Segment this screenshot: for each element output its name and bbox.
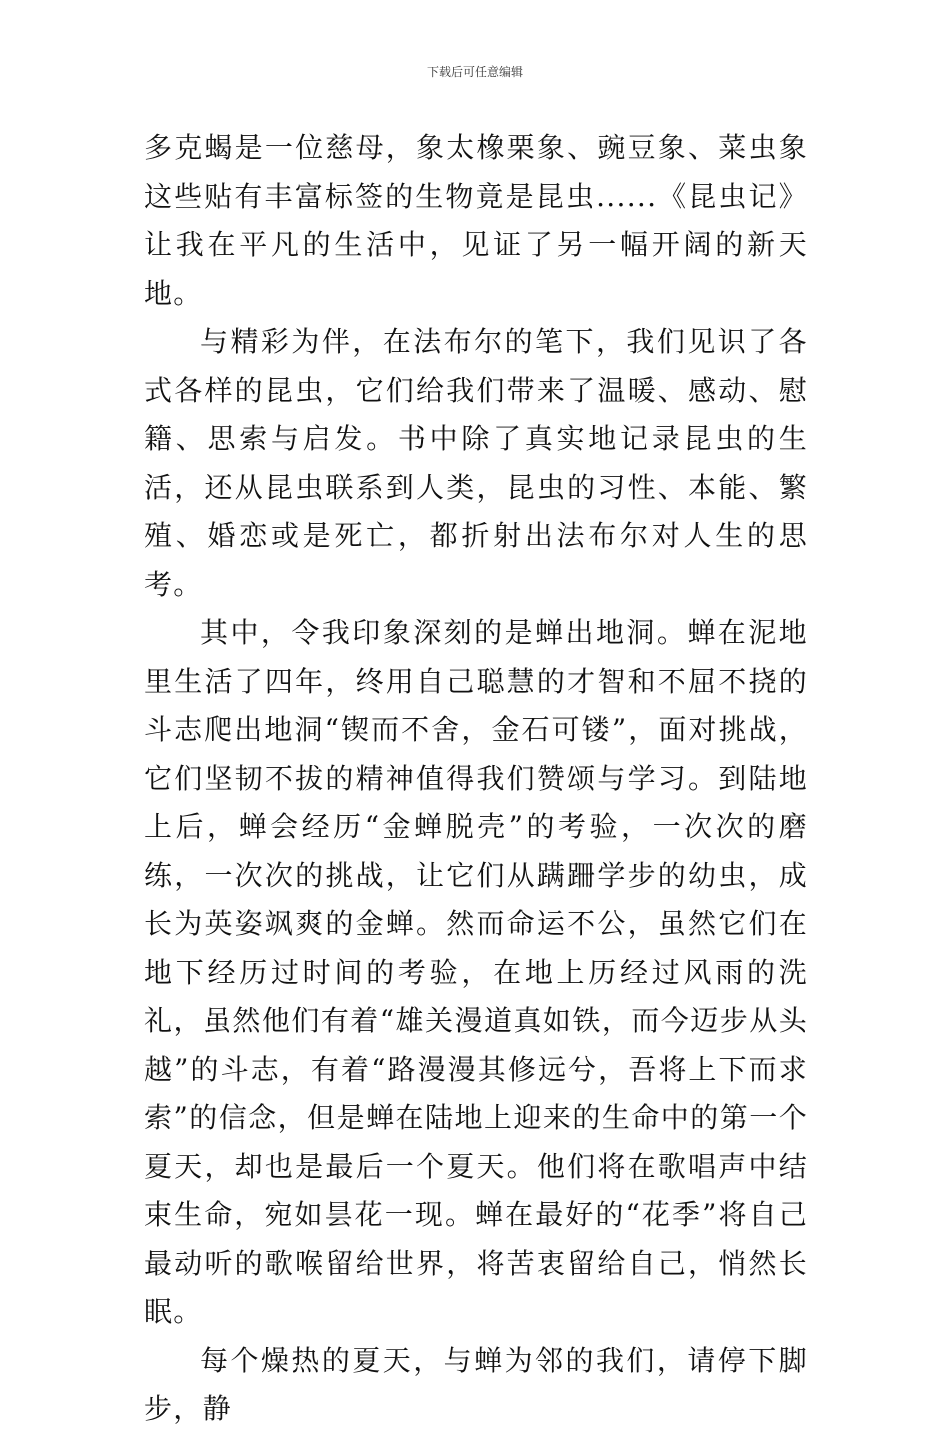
paragraph-3: 其中，令我印象深刻的是蝉出地洞。蝉在泥地里生活了四年，终用自己聪慧的才智和不屈不挠的斗志爬出地洞“锲而不舍，金石可镂”，面对挑战，它们坚韧不拔的精神值得我们赞颂与学习。到陆地上后，蝉会经历“金蝉脱壳”的考验，一次次的磨练，一次次的挑战，让它们从蹒跚学步的幼虫，成长为英姿飒爽的金蝉。然而命运不公，虽然它们在地下经历过时间的考验，在地上历经过风雨的洗礼，虽然他们有着“雄关漫道真如铁，而今迈步从头越”的斗志，有着“路漫漫其修远兮，吾将上下而求索”的信念，但是蝉在陆地上迎来的生命中的第一个夏天，却也是最后一个夏天。他们将在歌唱声中结束生命，宛如昙花一现。蝉在最好的“花季”将自己最动听的歌喉留给世界，将苦衷留给自己，悄然长眠。: [144, 616, 808, 1328]
body-text: [144, 124, 808, 1434]
paragraph-2: 与精彩为伴，在法布尔的笔下，我们见识了各式各样的昆虫，它们给我们带来了温暖、感动、慰籍、思索与启发。书中除了真实地记录昆虫的生活，还从昆虫联系到人类，昆虫的习性、本能、繁殖、婚恋或是死亡，都折射出法布尔对人生的思考。: [144, 325, 808, 601]
page-header: 下载后可任意编辑: [426, 65, 523, 79]
paragraph-1: 多克蝎是一位慈母，象太橡栗象、豌豆象、菜虫象这些贴有丰富标签的生物竟是昆虫......《昆虫记》让我在平凡的生活中，见证了另一幅开阔的新天地。: [144, 131, 808, 310]
paragraph-4: 每个燥热的夏天，与蝉为邻的我们，请停下脚步，静: [144, 1343, 808, 1425]
